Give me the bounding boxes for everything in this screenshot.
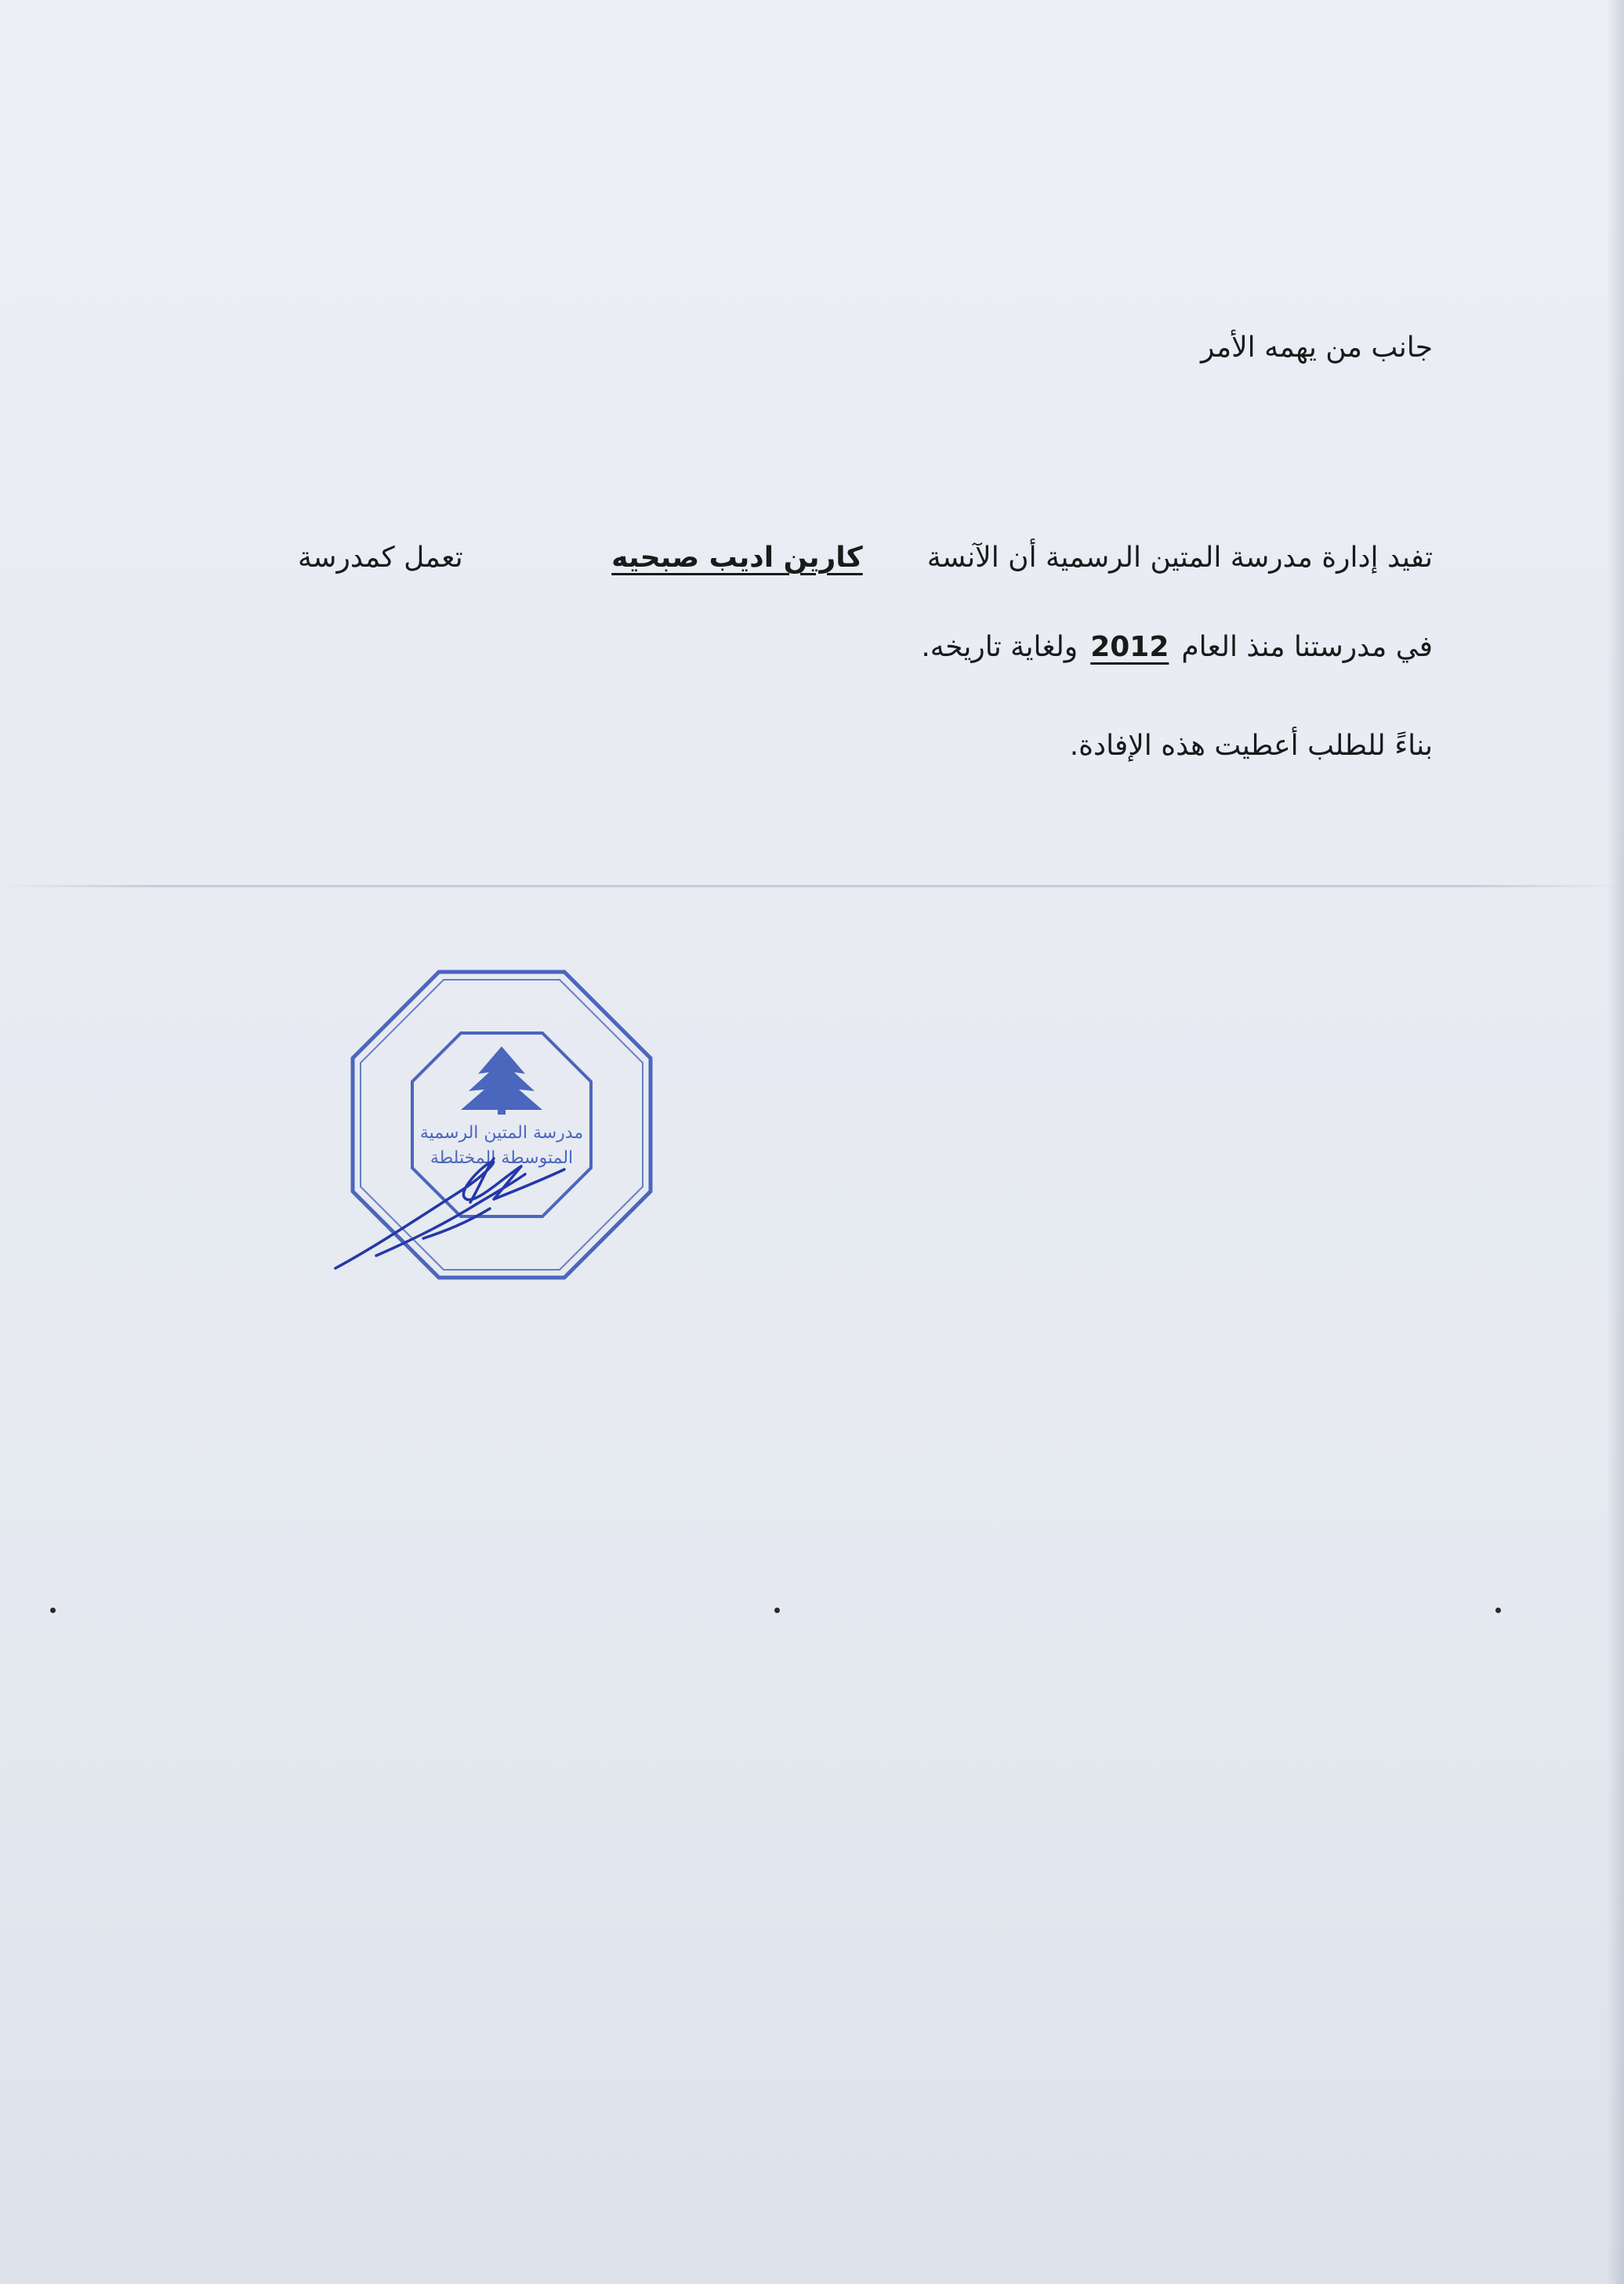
statement-line-1 <box>298 538 1433 578</box>
statement-intro: تفيد إدارة مدرسة المتين الرسمية أن الآنسة <box>926 542 1433 574</box>
punch-mark-left <box>50 1608 56 1613</box>
statement-until: ولغاية تاريخه. <box>921 631 1078 663</box>
cedar-icon <box>461 1046 542 1115</box>
statement-line-2 <box>921 627 1433 668</box>
closing-line: بناءً للطلب أعطيت هذه الإفادة. <box>1069 730 1433 762</box>
school-stamp <box>329 964 674 1293</box>
stamp-outer-text <box>329 964 335 969</box>
page-edge-shadow <box>1607 0 1624 2284</box>
svg-text:الجمهورية اللبنانية - وزارة ال <box>329 964 335 969</box>
punch-mark-center <box>774 1608 780 1613</box>
stamp-school-type: المتوسطة المختلطة <box>430 1148 574 1168</box>
signature-icon <box>335 1158 564 1268</box>
employee-name: كارين اديب صبحيه <box>611 542 863 574</box>
statement-role: تعمل كمدرسة <box>298 542 463 574</box>
start-year: 2012 <box>1090 631 1169 663</box>
stamp-school-name: مدرسة المتين الرسمية <box>419 1123 584 1143</box>
paper-fold-line <box>0 885 1624 887</box>
punch-mark-right <box>1495 1608 1501 1613</box>
statement-since: في مدرستنا منذ العام <box>1181 631 1433 663</box>
salutation: جانب من يهمه الأمر <box>1200 332 1433 364</box>
